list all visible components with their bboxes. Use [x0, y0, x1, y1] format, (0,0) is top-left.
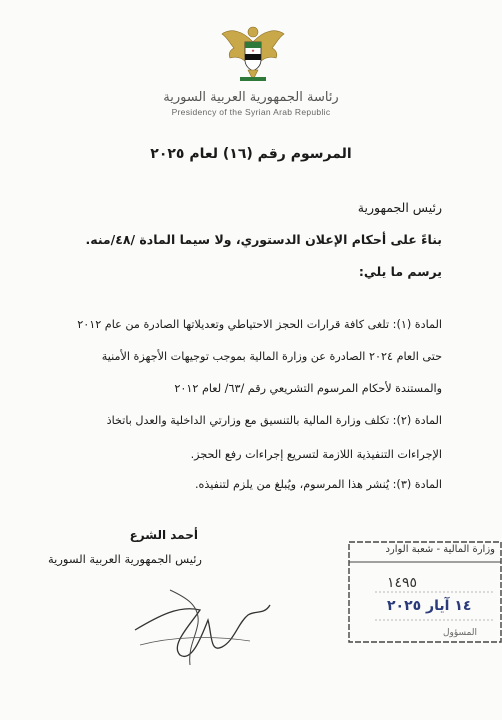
syrian-eagle-emblem-icon: [220, 22, 286, 84]
decree-title: المرسوم رقم (١٦) لعام ٢٠٢٥: [150, 146, 352, 162]
stamp-ministry: وزارة المالية - شعبة الوارد: [385, 544, 495, 555]
signer-title: رئيس الجمهورية العربية السورية: [47, 552, 202, 566]
stamp-footer: المسؤول: [442, 628, 477, 638]
stamp-date: ١٤ آيار ٢٠٢٥: [387, 598, 472, 614]
stamp-border-icon: [345, 540, 502, 645]
decree-basis: بناءً على أحكام الإعلان الدستوري، ولا سيما المادة /٤٨/منه.: [85, 232, 442, 247]
presidency-arabic-title: رئاسة الجمهورية العربية السورية: [163, 90, 339, 105]
decree-issuer: رئيس الجمهورية: [357, 200, 442, 215]
ministry-receipt-stamp: [345, 540, 502, 645]
article-1-line-2: حتى العام ٢٠٢٤ الصادرة عن وزارة المالية بموجب توجيهات الأجهزة الأمنية: [101, 350, 442, 363]
article-1-line-1: المادة (١): تلغى كافة قرارات الحجز الاحتياطي وتعديلاتها الصادرة من عام ٢٠١٢: [77, 318, 442, 331]
article-3-line-1: المادة (٣): يُنشر هذا المرسوم، ويُبلغ من يلزم لتنفيذه.: [194, 478, 442, 491]
handwritten-signature-icon: [130, 575, 280, 675]
stamp-number: ١٤٩٥: [387, 575, 418, 591]
article-2-line-1: المادة (٢): تكلف وزارة المالية بالتنسيق مع وزارتي الداخلية والعدل باتخاذ: [106, 414, 442, 427]
article-2-line-2: الإجراءات التنفيذية اللازمة لتسريع إجراءات رفع الحجز.: [190, 448, 442, 461]
decrees-label: يرسم ما يلي:: [358, 264, 442, 279]
presidency-english-title: Presidency of the Syrian Arab Republic: [171, 107, 331, 117]
signer-name: أحمد الشرع: [129, 528, 198, 542]
article-1-line-3: والمستندة لأحكام المرسوم التشريعي رقم /٦٣/ لعام ٢٠١٢: [174, 382, 442, 395]
